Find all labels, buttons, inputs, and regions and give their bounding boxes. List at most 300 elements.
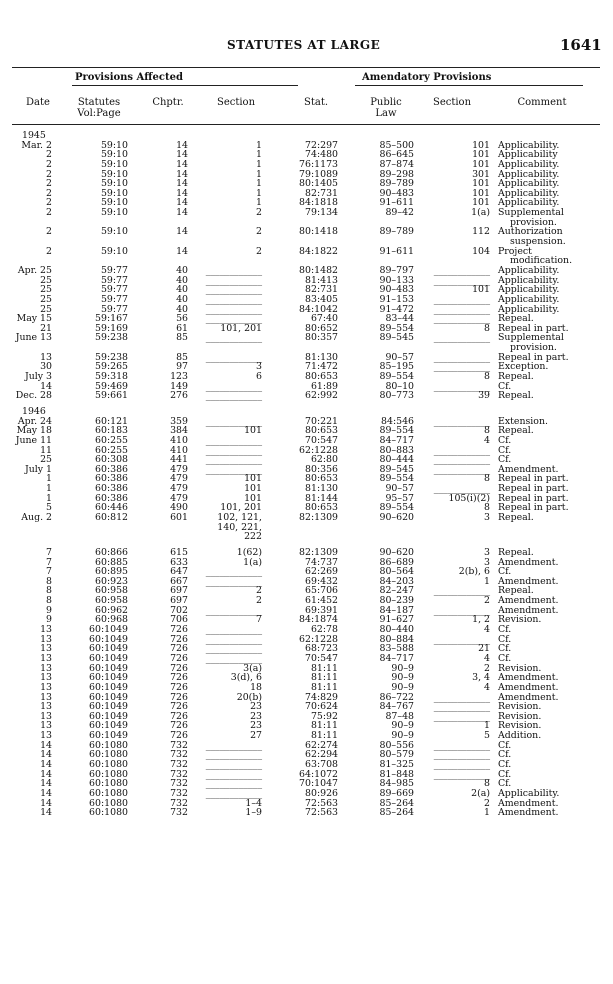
cell-vol-page: 60:1049 [89, 681, 128, 693]
cell-public-law: 80–579 [379, 749, 414, 761]
cell-vol-page: 59:77 [100, 284, 128, 296]
cell-vol-page: 60:1049 [89, 643, 128, 655]
cell-pl-section: 3 [484, 556, 490, 568]
cell-chapter: 732 [170, 807, 188, 819]
cell-section: 1 [256, 149, 262, 161]
cell-vol-page: 60:812 [95, 511, 128, 523]
cell-date: 21 [40, 322, 52, 334]
cell-section: 23 [250, 720, 262, 732]
column-header-stat: Stat. [303, 97, 329, 108]
cell-chapter: 97 [176, 361, 188, 373]
cell-comment: Amendment. [498, 575, 559, 587]
cell-section: ____________ [205, 380, 262, 392]
cell-vol-page: 59:10 [100, 207, 128, 219]
cell-date: 11 [40, 444, 52, 456]
cell-public-law: 86–689 [379, 556, 414, 568]
cell-public-law: 80–884 [379, 633, 414, 645]
cell-pl-section: ____________ [433, 454, 490, 466]
cell-section: 101 [244, 473, 262, 485]
cell-pl-section: 5 [484, 730, 490, 742]
cell-pl-section: 8 [484, 778, 490, 790]
cell-public-law: 90–620 [379, 511, 414, 523]
cell-public-law: 90–9 [391, 730, 414, 742]
cell-comment: Applicability [498, 149, 558, 161]
cell-pl-section: 1, 2 [472, 614, 490, 626]
cell-pl-section: 8 [484, 425, 490, 437]
cell-vol-page: 60:121 [95, 415, 128, 427]
cell-pl-section: 8 [484, 502, 490, 514]
cell-pl-section: 8 [484, 473, 490, 485]
cell-pl-section: 101 [472, 178, 490, 190]
cell-public-law: 81–325 [379, 759, 414, 770]
column-header-line: Vol:Page [77, 108, 121, 119]
cell-vol-page: 60:308 [95, 454, 128, 466]
cell-pl-section: ____________ [433, 633, 490, 645]
cell-section: 101, 201 [220, 322, 262, 334]
cell-date: 25 [40, 274, 52, 286]
table-row [0, 808, 613, 818]
cell-public-law: 84–985 [379, 778, 414, 790]
cell-public-law: 90–620 [379, 546, 414, 558]
cell-date: 14 [40, 778, 52, 790]
cell-stat: 80:653 [305, 371, 338, 383]
cell-section: 2 [256, 245, 262, 257]
cell-section: 101, 201 [220, 502, 262, 514]
cell-public-law: 85–264 [379, 807, 414, 819]
cell-comment: Cf. [498, 444, 512, 456]
cell-vol-page: 60:386 [95, 483, 128, 495]
cell-vol-page: 60:895 [95, 566, 128, 578]
cell-stat: 62:80 [310, 454, 338, 466]
page-number: 1641 [560, 36, 602, 54]
cell-public-law: 80–10 [385, 380, 414, 392]
cell-chapter: 61 [176, 322, 188, 334]
cell-chapter: 40 [176, 274, 188, 286]
cell-date: Dec. 28 [15, 390, 52, 402]
cell-pl-section: ____________ [433, 351, 490, 363]
cell-pl-section: ____________ [433, 444, 490, 456]
cell-pl-section: 2(b), 6 [458, 566, 490, 578]
cell-comment: Repeal in part. [498, 322, 569, 334]
cell-comment: Repeal. [498, 313, 534, 325]
cell-section: 23 [250, 710, 262, 722]
cell-date: Apr. 24 [17, 415, 52, 427]
column-header-date: Date [26, 97, 50, 108]
cell-stat: 72:297 [305, 139, 338, 151]
cell-vol-page: 59:77 [100, 303, 128, 315]
cell-pl-section: 4 [484, 681, 490, 693]
cell-stat: 62:294 [305, 749, 338, 761]
cell-chapter: 14 [176, 158, 188, 170]
cell-stat: 81:11 [310, 720, 338, 732]
cell-section: ____________ [205, 351, 262, 363]
cell-vol-page: 60:968 [95, 614, 128, 626]
cell-chapter: 276 [170, 390, 188, 402]
cell-pl-section: 101 [472, 158, 490, 170]
cell-section: ____________ [205, 624, 262, 636]
cell-public-law: 90–483 [379, 187, 414, 199]
cell-public-law: 89–298 [379, 168, 414, 180]
cell-stat: 80:653 [305, 473, 338, 485]
cell-pl-section: 104 [472, 245, 490, 257]
cell-vol-page: 60:923 [95, 575, 128, 587]
cell-comment: Applicability. [498, 168, 560, 180]
cell-stat: 65:706 [305, 585, 338, 597]
cell-section: ____________ [205, 444, 262, 456]
cell-comment: Addition. [498, 730, 542, 742]
cell-vol-page: 60:1080 [89, 797, 128, 809]
cell-public-law: 80–444 [379, 454, 414, 466]
cell-stat: 81:11 [310, 681, 338, 693]
cell-stat: 84:1042 [299, 303, 338, 315]
cell-stat: 80:653 [305, 502, 338, 514]
cell-pl-section: ____________ [433, 293, 490, 305]
cell-date: May 18 [16, 425, 52, 437]
cell-public-law: 89–669 [379, 787, 414, 799]
cell-comment: Amendment. [498, 807, 559, 819]
cell-comment: Revision. [498, 701, 542, 713]
cell-vol-page: 60:1049 [89, 701, 128, 713]
cell-date: 8 [46, 595, 52, 607]
column-header-line: Statutes [77, 97, 121, 108]
cell-section: 3(d), 6 [230, 672, 262, 684]
cell-comment-continuation: provision. [510, 342, 557, 354]
cell-date: 2 [46, 178, 52, 190]
cell-section: 2 [256, 585, 262, 597]
cell-section: 1 [256, 178, 262, 190]
cell-comment: Repeal. [498, 425, 534, 437]
cell-date: June 11 [15, 434, 52, 446]
cell-public-law: 80–564 [379, 566, 414, 578]
cell-chapter: 149 [170, 380, 188, 392]
cell-public-law: 91–472 [379, 303, 414, 315]
year-label: 1945 [22, 130, 46, 141]
cell-chapter: 14 [176, 178, 188, 190]
cell-section: ____________ [205, 434, 262, 446]
cell-stat: 83:405 [305, 293, 338, 305]
cell-stat: 84:1818 [299, 197, 338, 209]
cell-comment: Cf. [498, 454, 512, 466]
cell-chapter: 615 [170, 546, 188, 558]
cell-public-law: 95–57 [385, 492, 414, 504]
table-row [0, 532, 613, 542]
cell-date: 2 [46, 207, 52, 219]
cell-public-law: 80–773 [379, 390, 414, 402]
cell-pl-section: ____________ [433, 313, 490, 325]
cell-vol-page: 60:183 [95, 425, 128, 437]
cell-section: 6 [256, 371, 262, 383]
cell-chapter: 479 [170, 483, 188, 495]
cell-comment: Repeal in part. [498, 351, 569, 363]
cell-comment: Amendment. [498, 604, 559, 616]
cell-chapter: 726 [170, 672, 188, 684]
cell-chapter: 479 [170, 463, 188, 475]
cell-comment: Cf. [498, 633, 512, 645]
cell-section: ____________ [205, 604, 262, 616]
cell-public-law: 87–874 [379, 158, 414, 170]
table-row [0, 513, 613, 523]
cell-pl-section: 2(a) [471, 787, 490, 799]
cell-pl-section: 8 [484, 322, 490, 334]
cell-pl-section: ____________ [433, 361, 490, 373]
cell-chapter: 726 [170, 624, 188, 636]
cell-vol-page: 60:1049 [89, 730, 128, 742]
cell-chapter: 726 [170, 633, 188, 645]
cell-stat: 70:547 [305, 652, 338, 664]
cell-vol-page: 59:10 [100, 245, 128, 257]
cell-stat: 74:737 [305, 556, 338, 568]
cell-comment: Cf. [498, 624, 512, 636]
column-header-chapter: Chptr. [152, 97, 184, 108]
cell-chapter: 647 [170, 566, 188, 578]
cell-section-continuation: 222 [244, 531, 262, 543]
group-underline [355, 85, 583, 86]
cell-section: 27 [250, 730, 262, 742]
cell-vol-page: 60:962 [95, 604, 128, 616]
cell-vol-page: 60:1080 [89, 768, 128, 780]
cell-comment: Cf. [498, 566, 512, 578]
column-header-vol-page [68, 97, 130, 119]
cell-comment-continuation: modification. [510, 255, 573, 267]
cell-vol-page: 60:1049 [89, 662, 128, 674]
cell-stat: 80:652 [305, 322, 338, 334]
cell-date: 25 [40, 303, 52, 315]
cell-public-law: 89–42 [385, 207, 414, 219]
cell-date: Aug. 2 [21, 511, 52, 523]
cell-chapter: 726 [170, 691, 188, 703]
cell-date: 30 [40, 361, 52, 373]
cell-pl-section: ____________ [433, 585, 490, 597]
cell-stat: 80:1482 [299, 264, 338, 276]
cell-stat: 76:1173 [299, 158, 338, 170]
cell-comment: Applicability. [498, 178, 560, 190]
cell-vol-page: 60:1049 [89, 672, 128, 684]
cell-public-law: 87–48 [385, 710, 414, 722]
cell-pl-section: 301 [472, 168, 490, 180]
cell-public-law: 89–554 [379, 371, 414, 383]
cell-date: 13 [40, 662, 52, 674]
cell-pl-section: ____________ [433, 710, 490, 722]
column-header-line: Public [370, 97, 402, 108]
cell-stat: 70:221 [305, 415, 338, 427]
cell-date: 2 [46, 197, 52, 209]
cell-vol-page: 59:10 [100, 158, 128, 170]
cell-chapter: 601 [170, 511, 188, 523]
cell-vol-page: 59:10 [100, 178, 128, 190]
table-row [0, 372, 613, 382]
running-title: STATUTES AT LARGE [227, 38, 381, 52]
cell-pl-section: 39 [478, 390, 490, 402]
cell-pl-section: ____________ [433, 604, 490, 616]
cell-comment: Cf. [498, 768, 512, 780]
cell-stat: 70:547 [305, 434, 338, 446]
cell-comment: Repeal in part. [498, 492, 569, 504]
cell-section: 1 [256, 158, 262, 170]
cell-pl-section: 3, 4 [472, 672, 490, 684]
table-header-rule [12, 124, 600, 125]
cell-stat: 81:130 [305, 483, 338, 495]
cell-comment: Applicability. [498, 274, 560, 286]
column-header-pl-section: Section [432, 97, 472, 108]
cell-vol-page: 59:469 [95, 380, 128, 392]
cell-comment: Cf. [498, 759, 512, 770]
cell-section: 3(a) [243, 662, 262, 674]
cell-vol-page: 60:255 [95, 434, 128, 446]
cell-date: 7 [46, 546, 52, 558]
cell-comment: Applicability. [498, 293, 560, 305]
cell-comment: Applicability. [498, 158, 560, 170]
cell-pl-section: 101 [472, 284, 490, 296]
table-top-rule [12, 67, 600, 68]
cell-chapter: 56 [176, 313, 188, 325]
table-body [0, 131, 613, 818]
cell-comment: Amendment. [498, 681, 559, 693]
cell-pl-section: ____________ [433, 483, 490, 495]
cell-stat: 84:1822 [299, 245, 338, 257]
cell-stat: 80:1405 [299, 178, 338, 190]
cell-pl-section: 101 [472, 149, 490, 161]
cell-date: 13 [40, 720, 52, 732]
cell-chapter: 726 [170, 701, 188, 713]
cell-date: 25 [40, 284, 52, 296]
cell-chapter: 410 [170, 444, 188, 456]
cell-date: 14 [40, 787, 52, 799]
cell-chapter: 702 [170, 604, 188, 616]
cell-public-law: 80–883 [379, 444, 414, 456]
cell-chapter: 726 [170, 710, 188, 722]
cell-vol-page: 59:265 [95, 361, 128, 373]
cell-chapter: 726 [170, 730, 188, 742]
cell-date: June 13 [15, 332, 52, 344]
cell-comment: Amendment. [498, 595, 559, 607]
cell-pl-section: ____________ [433, 691, 490, 703]
cell-public-law: 91–611 [379, 197, 414, 209]
cell-stat: 62:269 [305, 566, 338, 578]
cell-public-law: 90–9 [391, 681, 414, 693]
cell-comment: Amendment. [498, 463, 559, 475]
cell-section: 18 [250, 681, 262, 693]
cell-chapter: 732 [170, 797, 188, 809]
cell-public-law: 85–264 [379, 797, 414, 809]
cell-comment: Project [498, 245, 532, 257]
cell-comment: Applicability. [498, 303, 560, 315]
cell-stat: 79:1089 [299, 168, 338, 180]
cell-vol-page: 59:10 [100, 139, 128, 151]
cell-comment: Repeal. [498, 511, 534, 523]
cell-section: ____________ [205, 274, 262, 286]
cell-pl-section: ____________ [433, 303, 490, 315]
cell-date: 2 [46, 158, 52, 170]
cell-date: 13 [40, 681, 52, 693]
cell-stat: 74:829 [305, 691, 338, 703]
cell-comment: Amendment. [498, 556, 559, 568]
cell-chapter: 384 [170, 425, 188, 437]
cell-comment: Supplemental [498, 332, 564, 344]
cell-chapter: 14 [176, 207, 188, 219]
cell-vol-page: 60:1049 [89, 710, 128, 722]
cell-comment: Cf. [498, 380, 512, 392]
cell-section: ____________ [205, 768, 262, 780]
cell-stat: 82:1309 [299, 546, 338, 558]
cell-vol-page: 60:386 [95, 463, 128, 475]
cell-stat: 81:11 [310, 730, 338, 742]
cell-pl-section: 8 [484, 371, 490, 383]
cell-pl-section: 101 [472, 139, 490, 151]
cell-chapter: 40 [176, 293, 188, 305]
cell-pl-section: 2 [484, 797, 490, 809]
cell-section: ____________ [205, 284, 262, 296]
cell-date: 14 [40, 759, 52, 770]
cell-date: May 15 [16, 313, 52, 325]
cell-section: 102, 121, [217, 511, 262, 523]
cell-date: 1 [46, 492, 52, 504]
cell-vol-page: 60:1080 [89, 739, 128, 751]
cell-public-law: 89–789 [379, 178, 414, 190]
cell-date: 13 [40, 701, 52, 713]
cell-pl-section: 4 [484, 434, 490, 446]
cell-chapter: 706 [170, 614, 188, 626]
cell-stat: 75:92 [310, 710, 338, 722]
cell-comment: Repeal. [498, 371, 534, 383]
cell-chapter: 441 [170, 454, 188, 466]
cell-public-law: 80–440 [379, 624, 414, 636]
cell-pl-section: 105(i)(2) [448, 492, 490, 504]
cell-date: 13 [40, 730, 52, 742]
cell-vol-page: 60:1049 [89, 691, 128, 703]
cell-chapter: 732 [170, 768, 188, 780]
cell-section: ____________ [205, 390, 262, 402]
cell-chapter: 14 [176, 226, 188, 238]
cell-stat: 61:452 [305, 595, 338, 607]
cell-stat: 82:731 [305, 284, 338, 296]
cell-pl-section: ____________ [433, 463, 490, 475]
cell-pl-section: 4 [484, 624, 490, 636]
cell-date: 13 [40, 710, 52, 722]
cell-comment: Revision. [498, 720, 542, 732]
cell-stat: 69:391 [305, 604, 338, 616]
cell-stat: 81:130 [305, 351, 338, 363]
cell-chapter: 667 [170, 575, 188, 587]
cell-stat: 74:480 [305, 149, 338, 161]
cell-stat: 61:89 [310, 380, 338, 392]
cell-date: Apr. 25 [17, 264, 52, 276]
cell-stat: 64:1072 [299, 768, 338, 780]
cell-chapter: 14 [176, 197, 188, 209]
cell-vol-page: 59:238 [95, 332, 128, 344]
cell-public-law: 84–717 [379, 652, 414, 664]
cell-date: 2 [46, 168, 52, 180]
cell-vol-page: 60:1049 [89, 633, 128, 645]
cell-section: ____________ [205, 633, 262, 645]
cell-comment: Repeal in part. [498, 473, 569, 485]
cell-chapter: 14 [176, 245, 188, 257]
cell-public-law: 90–57 [385, 351, 414, 363]
cell-section: ____________ [205, 787, 262, 799]
cell-vol-page: 60:255 [95, 444, 128, 456]
cell-comment: Applicability. [498, 139, 560, 151]
cell-section: ____________ [205, 313, 262, 325]
cell-stat: 80:1418 [299, 226, 338, 238]
cell-public-law: 90–57 [385, 483, 414, 495]
cell-public-law: 89–554 [379, 322, 414, 334]
cell-section: ____________ [205, 739, 262, 751]
cell-stat: 72:563 [305, 807, 338, 819]
cell-public-law: 90–9 [391, 662, 414, 674]
cell-public-law: 90–9 [391, 672, 414, 684]
cell-date: July 1 [24, 463, 52, 475]
cell-section: ____________ [205, 759, 262, 770]
cell-public-law: 80–239 [379, 595, 414, 607]
